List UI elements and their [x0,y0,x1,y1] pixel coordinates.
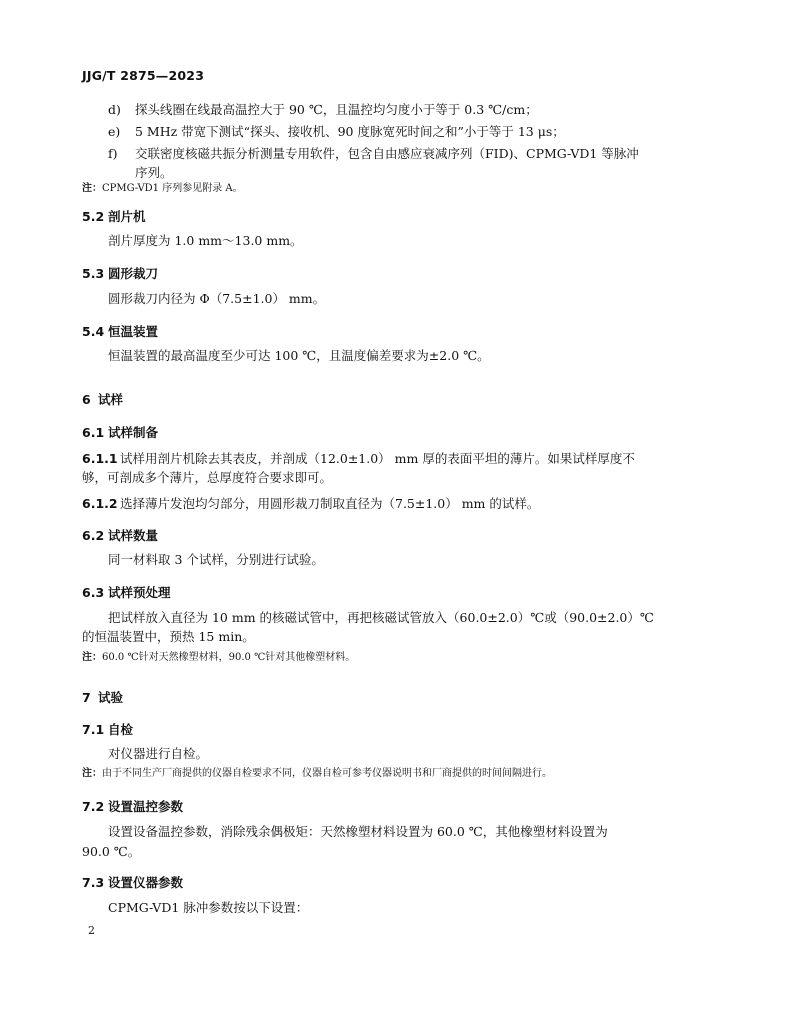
note-text: 由于不同生产厂商提供的仪器自检要求不同，仪器自检可参考仪器说明书和厂商提供的时间间隔进行。 [102,768,552,779]
clause-text: 试样用剖片机除去其表皮，并剖成（12.0±1.0） mm 厚的表面平坦的薄片。如果试样厚度不 [120,451,635,466]
heading-5-3 [82,264,158,282]
note-label: 注： [82,183,102,194]
note-6-3 [82,651,355,665]
heading-number: 5.2 [82,209,105,224]
paragraph-5-4: 恒温装置的最高温度至少可达 100 ℃，且温度偏差要求为±2.0 ℃。 [108,348,490,363]
paragraph-6-1-2 [82,495,539,513]
paragraph-7-1: 对仪器进行自检。 [108,746,209,761]
paragraph-5-3: 圆形裁刀内径为 Φ（7.5±1.0） mm。 [108,291,326,306]
heading-title: 剖片机 [108,209,146,224]
note-text: 60.0 ℃针对天然橡塑材料，90.0 ℃针对其他橡塑材料。 [102,652,356,663]
heading-number: 7.3 [82,875,105,890]
paragraph-6-2: 同一材料取 3 个试样，分别进行试验。 [108,552,324,567]
list-text: 交联密度核磁共振分析测量专用软件，包含自由感应衰减序列（FID)、CPMG-VD1 等脉冲 [135,146,639,161]
clause-number: 6.1.2 [82,496,118,511]
heading-number: 6.2 [82,528,105,543]
heading-6-1 [82,423,158,441]
paragraph-7-2-cont: 90.0 ℃。 [82,844,141,859]
note-7-1 [82,767,552,781]
list-item-f-continuation: 序列。 [135,165,173,180]
page-number: 2 [88,924,95,937]
heading-title: 试样 [98,392,124,407]
heading-number: 5.3 [82,266,105,281]
paragraph-6-3: 把试样放入直径为 10 mm 的核磁试管中，再把核磁试管放入（60.0±2.0）℃或（90.0±2.0）℃ [108,610,654,625]
heading-title: 自检 [108,722,134,737]
heading-5-2 [82,207,146,225]
heading-6 [82,390,123,408]
note-label: 注： [82,768,102,779]
heading-number: 7.2 [82,799,105,814]
heading-number: 6 [82,392,91,407]
note-label: 注： [82,652,102,663]
heading-7 [82,688,123,706]
heading-6-3 [82,583,171,601]
list-text: 5 MHz 带宽下测试“探头、接收机、90 度脉宽死时间之和”小于等于 13 μs； [135,124,565,139]
heading-number: 6.3 [82,585,105,600]
paragraph-7-3: CPMG-VD1 脉冲参数按以下设置： [108,900,309,915]
heading-title: 恒温装置 [108,324,159,339]
paragraph-5-2: 剖片厚度为 1.0 mm～13.0 mm。 [108,233,303,248]
heading-title: 圆形裁刀 [108,266,159,281]
heading-title: 试样制备 [108,425,159,440]
list-marker: f) [108,146,118,161]
heading-7-1 [82,720,133,738]
heading-title: 试样数量 [108,528,159,543]
clause-number: 6.1.1 [82,451,118,466]
paragraph-6-1-1-cont: 够，可剖成多个薄片，总厚度符合要求即可。 [82,470,333,485]
clause-text: 选择薄片发泡均匀部分，用圆形裁刀制取直径为（7.5±1.0） mm 的试样。 [120,496,540,511]
heading-number: 7.1 [82,722,105,737]
heading-7-2 [82,797,183,815]
heading-number: 6.1 [82,425,105,440]
heading-number: 5.4 [82,324,105,339]
paragraph-6-1-1 [82,450,635,468]
list-item-f [108,145,639,163]
paragraph-7-2: 设置设备温控参数，消除残余偶极矩：天然橡塑材料设置为 60.0 ℃，其他橡塑材料设置为 [108,824,608,839]
document-id: JJG/T 2875—2023 [82,68,205,83]
heading-number: 7 [82,690,91,705]
list-item-d [108,101,538,119]
heading-7-3 [82,873,183,891]
list-marker: d) [108,102,121,117]
heading-5-4 [82,322,158,340]
paragraph-6-3-cont: 的恒温装置中，预热 15 min。 [82,629,255,644]
note-cpmg [82,182,243,196]
heading-title: 试样预处理 [108,585,171,600]
list-marker: e) [108,124,121,139]
heading-title: 试验 [98,690,124,705]
note-text: CPMG-VD1 序列参见附录 A。 [102,183,243,194]
list-text: 探头线圈在线最高温控大于 90 ℃，且温控均匀度小于等于 0.3 ℃/cm； [135,102,538,117]
heading-title: 设置温控参数 [108,799,184,814]
heading-title: 设置仪器参数 [108,875,184,890]
heading-6-2 [82,526,158,544]
list-item-e [108,123,565,141]
